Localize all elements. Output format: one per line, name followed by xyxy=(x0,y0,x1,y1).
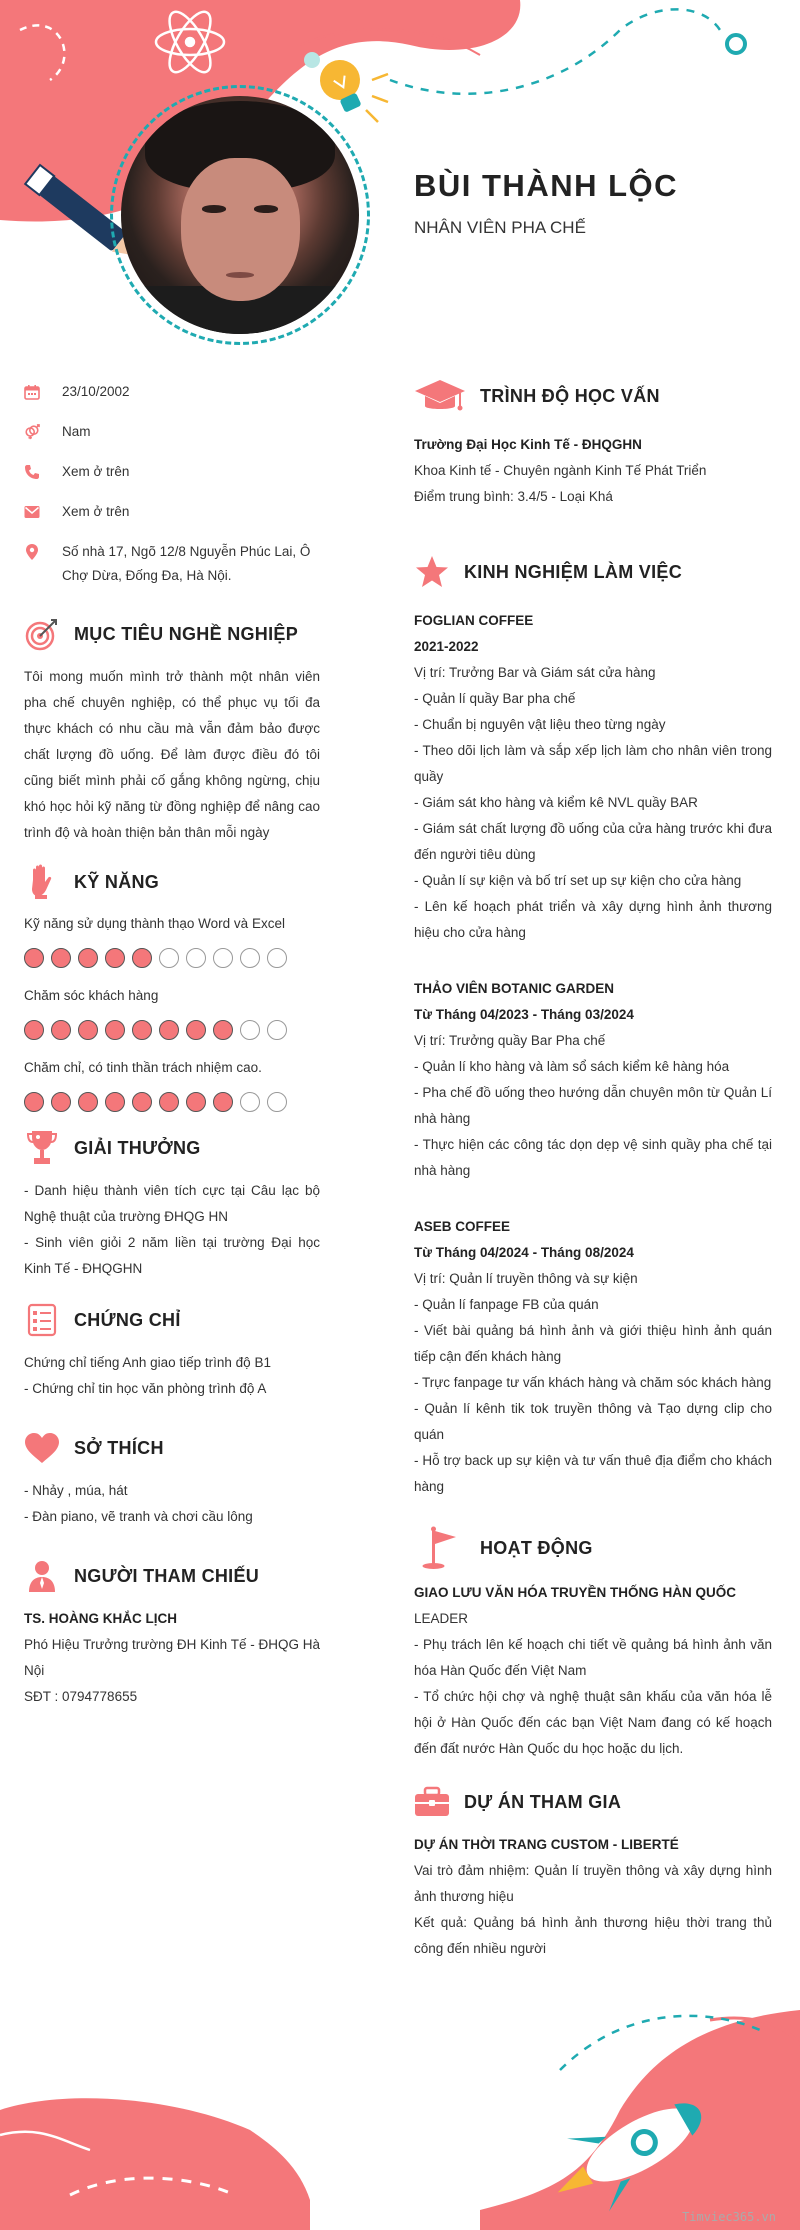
contact-phone xyxy=(24,460,320,484)
contact-text: Xem ở trên xyxy=(62,504,130,519)
contact-text: Số nhà 17, Ngõ 12/8 Nguyễn Phúc Lai, Ô Chợ Dừa, Đống Đa, Hà Nội. xyxy=(62,544,311,583)
contact-section xyxy=(24,380,320,588)
projects-section xyxy=(414,1784,772,1962)
rating-dot-filled xyxy=(51,1020,71,1040)
section-header xyxy=(414,554,772,590)
rating-dot-empty xyxy=(213,948,233,968)
skills-list xyxy=(24,912,320,1112)
skill-label: Kỹ năng sử dụng thành thạo Word và Excel xyxy=(24,916,285,931)
name-block xyxy=(414,168,678,238)
skill-rating xyxy=(24,1092,320,1112)
activities-section xyxy=(414,1530,772,1762)
rating-dot-empty xyxy=(267,1020,287,1040)
briefcase-icon xyxy=(414,1784,450,1820)
job-entry xyxy=(414,976,772,1184)
graduation-cap-icon xyxy=(414,378,466,414)
rating-dot-filled xyxy=(78,948,98,968)
right-column xyxy=(414,378,772,1962)
skill-label: Chăm chỉ, có tinh thần trách nhiệm cao. xyxy=(24,1060,262,1075)
skills-section xyxy=(24,864,320,1112)
jobs-list xyxy=(414,608,772,1500)
rating-dot-empty xyxy=(186,948,206,968)
job-period: Từ Tháng 04/2024 - Tháng 08/2024 xyxy=(414,1245,634,1260)
job-detail-line: - Quản lí kênh tik tok truyền thông và Tạo dựng clip cho quán xyxy=(414,1401,772,1442)
section-title: TRÌNH ĐỘ HỌC VẤN xyxy=(480,385,660,406)
objective-text: Tôi mong muốn mình trở thành một nhân viên pha chế chuyên nghiệp, có thể phục vụ tối đa thực khách có nhu cầu mà vẫn đảm bảo được chất lượng đồ uống. Để làm được điều đó tôi cũng biết mình phải cố gắng không ngừng, chịu khó học hỏi kỹ năng từ đồng nghiệp để nâng cao trình độ và hoàn thiện bản thân mỗi ngày xyxy=(24,669,320,840)
left-column xyxy=(24,380,320,1710)
education-gpa: Điểm trung bình: 3.4/5 - Loại Khá xyxy=(414,489,613,504)
job-company: THẢO VIÊN BOTANIC GARDEN xyxy=(414,981,615,996)
rating-dot-filled xyxy=(24,948,44,968)
rating-dot-filled xyxy=(186,1092,206,1112)
rating-dot-empty xyxy=(240,1020,260,1040)
job-detail-line: - Chuẩn bị nguyên vật liệu theo từng ngày xyxy=(414,717,666,732)
profile-photo xyxy=(121,96,359,334)
experience-section xyxy=(414,554,772,1500)
rating-dot-filled xyxy=(78,1092,98,1112)
heart-icon xyxy=(24,1430,60,1466)
job-period: Từ Tháng 04/2023 - Tháng 03/2024 xyxy=(414,1007,634,1022)
job-entry xyxy=(414,1214,772,1500)
section-title: MỤC TIÊU NGHỀ NGHIỆP xyxy=(74,623,299,644)
job-detail-line: - Quản lí sự kiện và bố trí set up sự kiện cho cửa hàng xyxy=(414,873,742,888)
rating-dot-filled xyxy=(24,1092,44,1112)
rating-dot-filled xyxy=(132,1092,152,1112)
award-line: - Danh hiệu thành viên tích cực tại Câu lạc bộ Nghệ thuật của trường ĐHQG HN xyxy=(24,1183,320,1224)
job-detail-line: Vị trí: Trưởng quầy Bar Pha chế xyxy=(414,1033,606,1048)
contact-address xyxy=(24,540,320,588)
education-major: Khoa Kinh tế - Chuyên ngành Kinh Tế Phát Triển xyxy=(414,463,707,478)
references-section xyxy=(24,1558,320,1710)
contact-text: Xem ở trên xyxy=(62,464,130,479)
rating-dot-filled xyxy=(78,1020,98,1040)
profile-photo-frame xyxy=(110,85,370,345)
rating-dot-filled xyxy=(51,1092,71,1112)
rating-dot-filled xyxy=(186,1020,206,1040)
section-title: NGƯỜI THAM CHIẾU xyxy=(74,1565,260,1586)
contact-birthday xyxy=(24,380,320,404)
rating-dot-filled xyxy=(24,1020,44,1040)
certificate-list-icon xyxy=(24,1302,60,1338)
star-icon xyxy=(414,554,450,590)
rating-dot-empty xyxy=(267,1092,287,1112)
job-detail-line: Vị trí: Quản lí truyền thông và sự kiện xyxy=(414,1271,638,1286)
job-detail-line: - Lên kế hoạch phát triển và xây dựng hình ảnh thương hiệu cho cửa hàng xyxy=(414,899,772,940)
rating-dot-filled xyxy=(51,948,71,968)
rating-dot-filled xyxy=(132,1020,152,1040)
project-line: Kết quả: Quảng bá hình ảnh thương hiệu thời trang thủ công đến nhiều người xyxy=(414,1915,772,1956)
job-detail-line: - Giám sát kho hàng và kiểm kê NVL quầy BAR xyxy=(414,795,698,810)
activity-line: - Tổ chức hội chợ và nghệ thuật sân khấu của văn hóa lễ hội ở Hàn Quốc đến các bạn Việt Nam đang có kế hoạch đến đất nước Hàn Quốc du học hoặc du lịch. xyxy=(414,1689,772,1756)
certificate-line: - Chứng chỉ tin học văn phòng trình độ A xyxy=(24,1381,267,1396)
section-title: GIẢI THƯỞNG xyxy=(74,1137,201,1158)
location-pin-icon xyxy=(24,540,40,564)
hobbies-section xyxy=(24,1430,320,1530)
contact-text: Nam xyxy=(62,424,91,439)
section-title: CHỨNG CHỈ xyxy=(74,1309,181,1330)
section-header xyxy=(24,1302,320,1338)
skill-rating xyxy=(24,948,320,968)
rating-dot-filled xyxy=(105,948,125,968)
project-name: DỰ ÁN THỜI TRANG CUSTOM - LIBERTÉ xyxy=(414,1837,679,1852)
reference-phone: SĐT : 0794778655 xyxy=(24,1689,138,1704)
objective-section xyxy=(24,616,320,846)
skill-label: Chăm sóc khách hàng xyxy=(24,988,159,1003)
project-line: Vai trò đảm nhiệm: Quản lí truyền thông và xây dựng hình ảnh thương hiệu xyxy=(414,1863,772,1904)
hobby-line: - Đàn piano, vẽ tranh và chơi cầu lông xyxy=(24,1509,253,1524)
rating-dot-empty xyxy=(240,1092,260,1112)
job-detail-line: - Quản lí kho hàng và làm sổ sách kiểm kê hàng hóa xyxy=(414,1059,730,1074)
rating-dot-empty xyxy=(240,948,260,968)
section-header xyxy=(24,616,320,652)
section-header xyxy=(414,1530,772,1566)
rating-dot-filled xyxy=(132,948,152,968)
phone-icon xyxy=(24,460,40,484)
job-detail-line: - Quản lí fanpage FB của quán xyxy=(414,1297,599,1312)
job-detail-line: - Quản lí quầy Bar pha chế xyxy=(414,691,576,706)
job-company: FOGLIAN COFFEE xyxy=(414,613,534,628)
rating-dot-filled xyxy=(105,1092,125,1112)
skill-rating xyxy=(24,1020,320,1040)
section-header xyxy=(24,1130,320,1166)
activity-org: GIAO LƯU VĂN HÓA TRUYỀN THỐNG HÀN QUỐC xyxy=(414,1585,736,1600)
reference-name: TS. HOÀNG KHẮC LỊCH xyxy=(24,1611,177,1626)
rating-dot-empty xyxy=(159,948,179,968)
job-detail-line: - Trực fanpage tư vấn khách hàng và chăm sóc khách hàng xyxy=(414,1375,772,1390)
section-header xyxy=(24,1558,320,1594)
rating-dot-filled xyxy=(105,1020,125,1040)
job-entry xyxy=(414,608,772,946)
section-title: DỰ ÁN THAM GIA xyxy=(464,1791,622,1812)
job-detail-line: - Thực hiện các công tác dọn dẹp vệ sinh quầy pha chế tại nhà hàng xyxy=(414,1137,772,1178)
job-detail-line: - Hỗ trợ back up sự kiện và tư vấn thuê địa điểm cho khách hàng xyxy=(414,1453,772,1494)
education-section xyxy=(414,378,772,510)
activity-role: LEADER xyxy=(414,1611,469,1626)
calendar-icon xyxy=(24,380,40,404)
watermark-text: Timviec365.vn xyxy=(682,2210,776,2224)
section-title: SỞ THÍCH xyxy=(74,1437,164,1458)
section-title: HOẠT ĐỘNG xyxy=(480,1537,593,1558)
flag-icon xyxy=(414,1530,466,1566)
candidate-job-title: NHÂN VIÊN PHA CHẾ xyxy=(414,218,586,237)
email-icon xyxy=(24,500,40,524)
contact-text: 23/10/2002 xyxy=(62,384,130,399)
job-company: ASEB COFFEE xyxy=(414,1219,511,1234)
job-period: 2021-2022 xyxy=(414,639,479,654)
education-school: Trường Đại Học Kinh Tế - ĐHQGHN xyxy=(414,437,642,452)
rating-dot-filled xyxy=(213,1020,233,1040)
award-line: - Sinh viên giỏi 2 năm liền tại trường Đại học Kinh Tế - ĐHQGHN xyxy=(24,1235,320,1276)
reference-position: Phó Hiệu Trưởng trường ĐH Kinh Tế - ĐHQG Hà Nội xyxy=(24,1637,320,1678)
awards-section xyxy=(24,1130,320,1282)
section-header xyxy=(414,1784,772,1820)
section-title: KỸ NĂNG xyxy=(74,871,160,892)
section-header xyxy=(24,864,320,900)
rating-dot-filled xyxy=(213,1092,233,1112)
rating-dot-filled xyxy=(159,1020,179,1040)
section-header xyxy=(414,378,772,414)
job-detail-line: - Theo dõi lịch làm và sắp xếp lịch làm cho nhân viên trong quầy xyxy=(414,743,772,784)
activity-line: - Phụ trách lên kế hoạch chi tiết về quảng bá hình ảnh văn hóa Hàn Quốc đến Việt Nam xyxy=(414,1637,772,1678)
contact-email xyxy=(24,500,320,524)
job-detail-line: - Viết bài quảng bá hình ảnh và giới thiệu hình ảnh quán tiếp cận đến khách hàng xyxy=(414,1323,772,1364)
target-icon xyxy=(24,616,60,652)
hand-icon xyxy=(24,864,60,900)
job-detail-line: - Giám sát chất lượng đồ uống của cửa hàng trước khi đưa đến người tiêu dùng xyxy=(414,821,772,862)
person-icon xyxy=(24,1558,60,1594)
rating-dot-empty xyxy=(267,948,287,968)
certificates-section xyxy=(24,1302,320,1402)
gender-icon xyxy=(24,420,40,444)
hobby-line: - Nhảy , múa, hát xyxy=(24,1483,128,1498)
contact-gender xyxy=(24,420,320,444)
rating-dot-filled xyxy=(159,1092,179,1112)
trophy-icon xyxy=(24,1130,60,1166)
job-detail-line: - Pha chế đồ uống theo hướng dẫn chuyên môn từ Quản Lí nhà hàng xyxy=(414,1085,772,1126)
certificate-line: Chứng chỉ tiếng Anh giao tiếp trình độ B1 xyxy=(24,1355,271,1370)
job-detail-line: Vị trí: Trưởng Bar và Giám sát cửa hàng xyxy=(414,665,656,680)
candidate-name: BÙI THÀNH LỘC xyxy=(414,168,679,203)
section-header xyxy=(24,1430,320,1466)
section-title: KINH NGHIỆM LÀM VIỆC xyxy=(464,561,683,582)
